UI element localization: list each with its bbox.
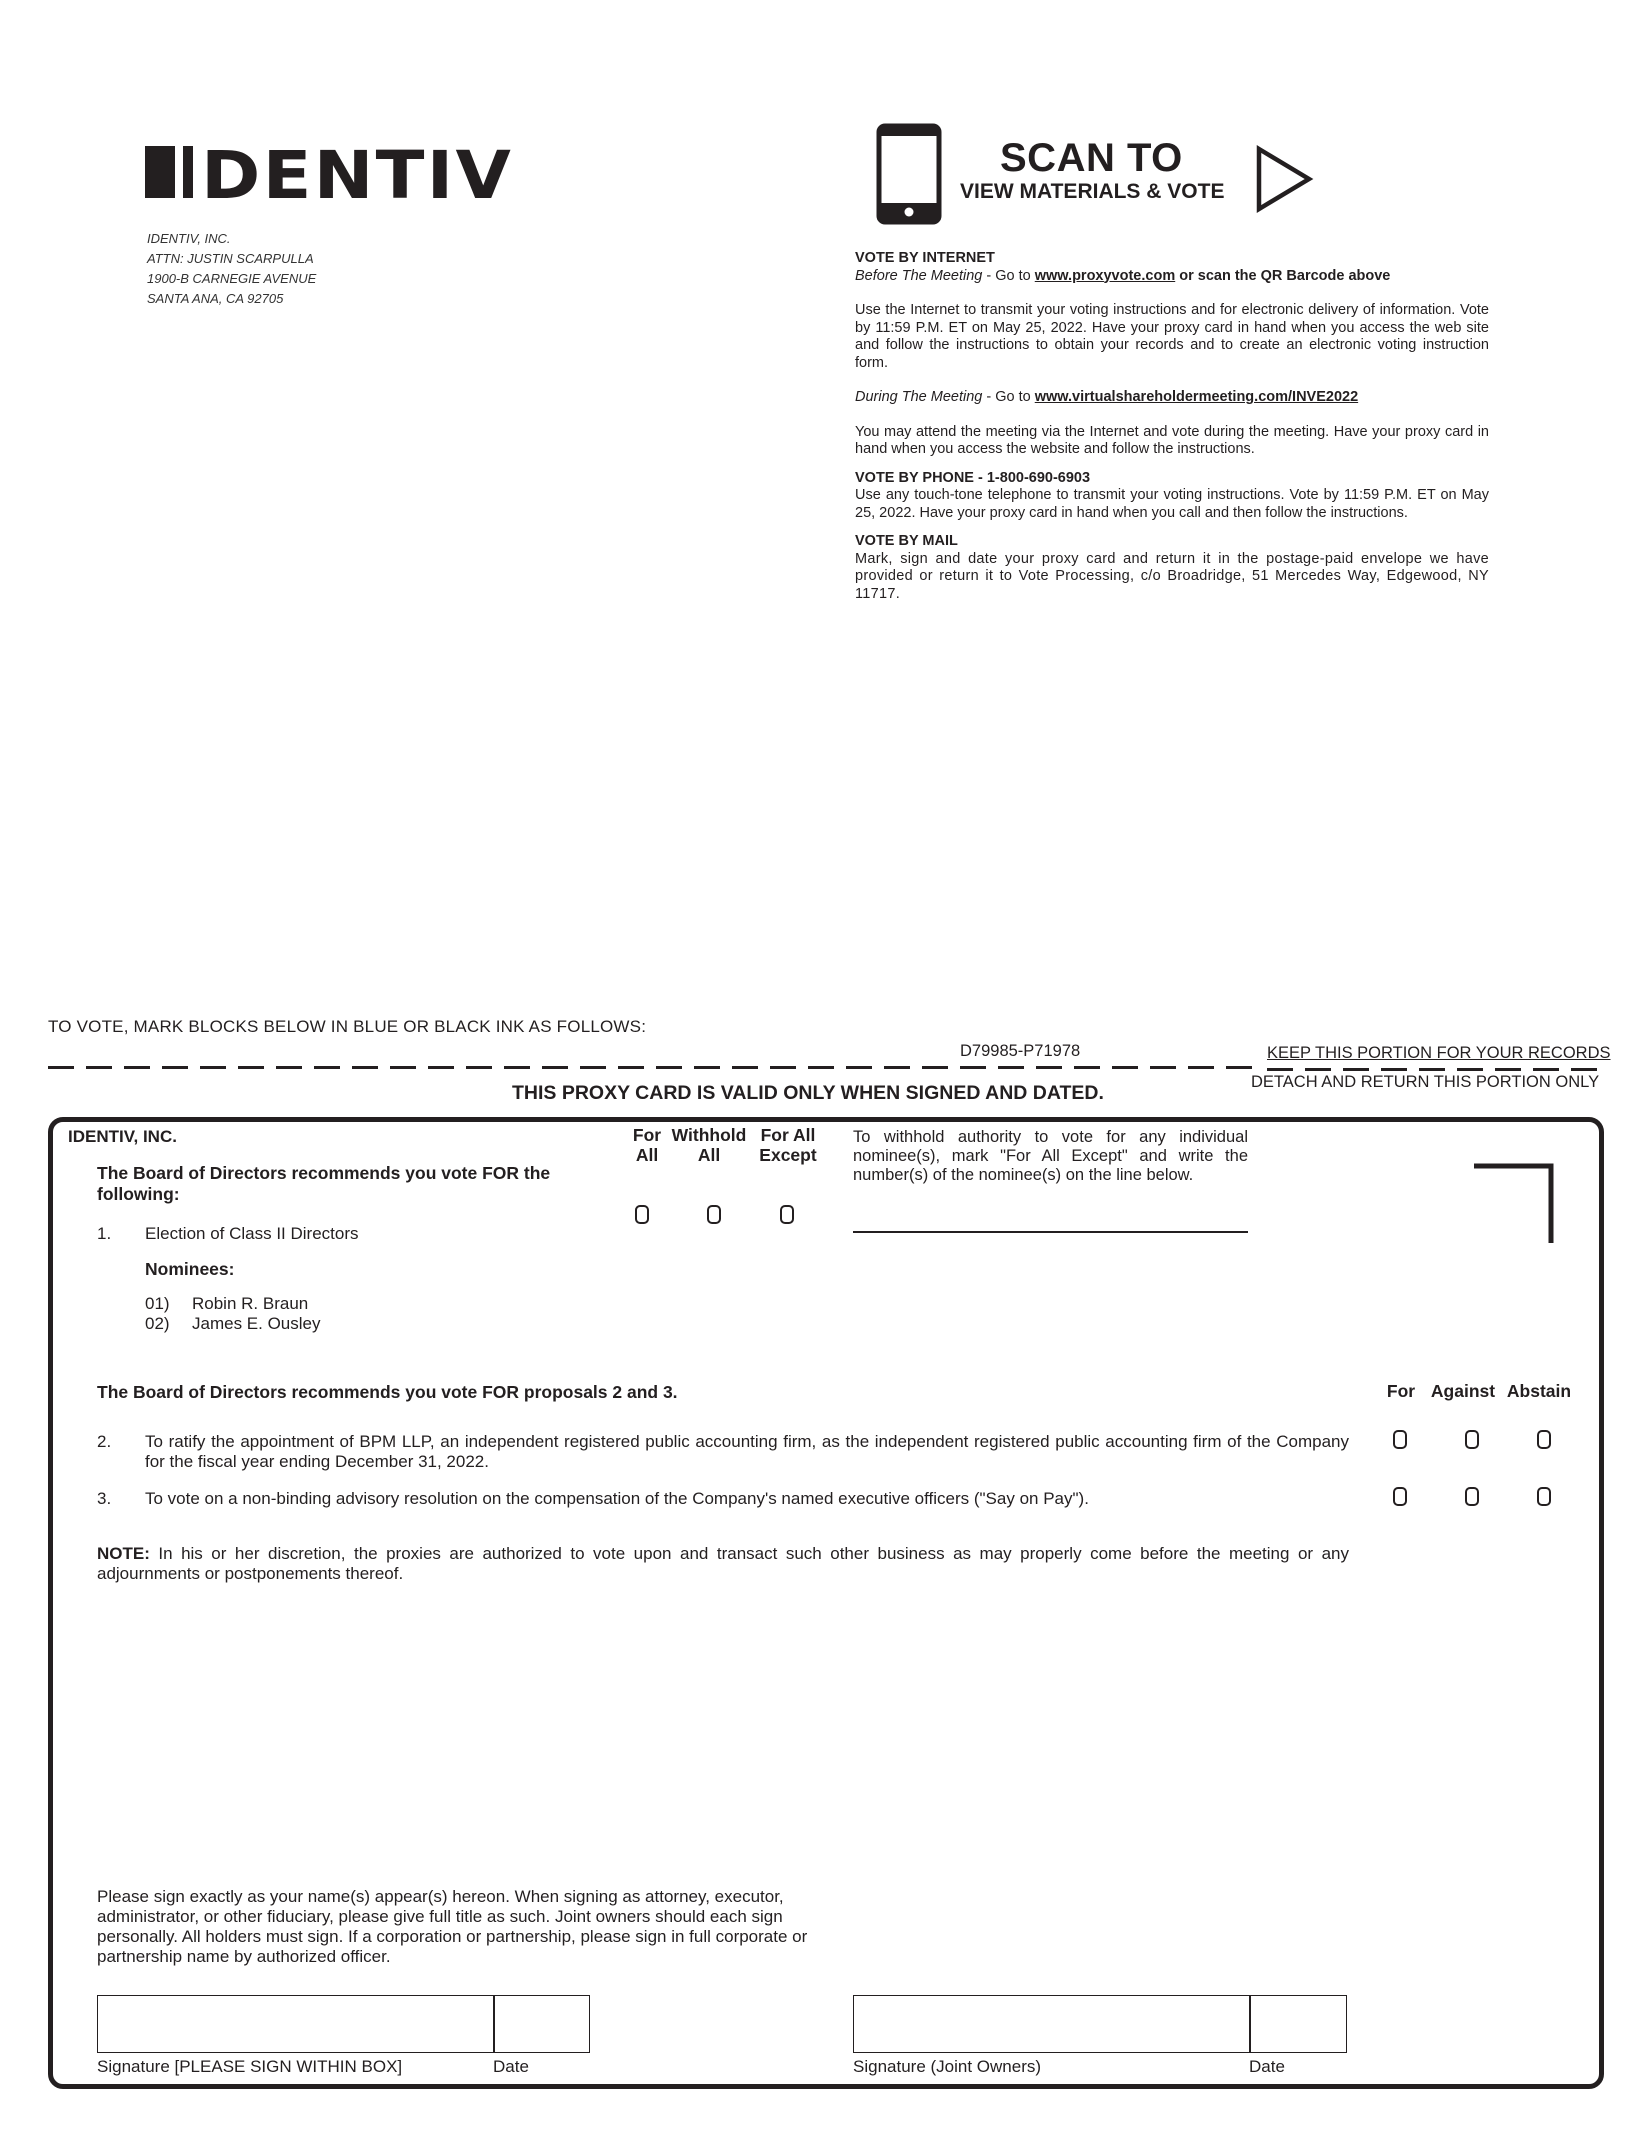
- vote-internet-during-body: You may attend the meeting via the Internet and vote during the meeting. Have your proxy card in hand when you access the website and follow the instructions.: [855, 423, 1489, 457]
- nominees-label: Nominees:: [145, 1259, 235, 1279]
- address-line: 1900-B CARNEGIE AVENUE: [147, 271, 317, 286]
- nominee-name: James E. Ousley: [192, 1314, 321, 1333]
- play-arrow-icon: [1255, 145, 1315, 213]
- checkbox-proposal3-against[interactable]: [1465, 1487, 1479, 1506]
- date-label: Date: [493, 2057, 529, 2076]
- withhold-instructions: To withhold authority to vote for any individual nominee(s), mark "For All Except" and write the number(s) of the nominee(s) on the line below.: [853, 1128, 1248, 1184]
- nominee-number: 01): [145, 1294, 170, 1313]
- col-head-withhold-all: [667, 1126, 751, 1165]
- during-meeting-label: During The Meeting: [855, 389, 983, 405]
- col-head-abstain: Abstain: [1506, 1381, 1572, 1401]
- item-number: 1.: [97, 1224, 112, 1243]
- checkbox-proposal3-abstain[interactable]: [1537, 1487, 1551, 1506]
- col-head-for: For: [1386, 1381, 1416, 1401]
- nominee-number: 02): [145, 1314, 170, 1333]
- voting-instructions: [855, 250, 1489, 603]
- col-head-line: For All: [760, 1125, 816, 1145]
- joint-date-label: Date: [1249, 2057, 1285, 2076]
- col-head-for-all-except: [750, 1126, 826, 1165]
- signature-box[interactable]: [97, 1995, 495, 2053]
- address-line: SANTA ANA, CA 92705: [147, 291, 284, 306]
- nominee-exception-line[interactable]: [853, 1231, 1248, 1233]
- checkbox-for-all[interactable]: [635, 1205, 649, 1224]
- col-head-line: Withhold: [671, 1125, 747, 1145]
- vote-phone-heading: VOTE BY PHONE - 1-800-690-6903: [855, 469, 1091, 486]
- note-label: NOTE:: [97, 1544, 150, 1563]
- col-head-against: Against: [1430, 1381, 1496, 1401]
- document-id: D79985-P71978: [960, 1042, 1081, 1060]
- col-head-line: All: [635, 1144, 659, 1165]
- checkbox-proposal2-abstain[interactable]: [1537, 1430, 1551, 1449]
- proposal-number: 2.: [97, 1432, 112, 1451]
- vote-internet-heading: VOTE BY INTERNET: [855, 250, 995, 266]
- ink-instruction: TO VOTE, MARK BLOCKS BELOW IN BLUE OR BLACK INK AS FOLLOWS:: [48, 1017, 647, 1036]
- board-recommendation-directors: The Board of Directors recommends you vote FOR the following:: [97, 1163, 551, 1204]
- joint-signature-box[interactable]: [853, 1995, 1251, 2053]
- valid-notice: THIS PROXY CARD IS VALID ONLY WHEN SIGNED AND DATED.: [512, 1082, 1104, 1104]
- virtual-meeting-link[interactable]: www.virtualshareholdermeeting.com/INVE2022: [1034, 389, 1359, 405]
- proposal-number: 3.: [97, 1489, 112, 1508]
- col-head-line: For: [632, 1125, 662, 1145]
- before-meeting-label: Before The Meeting: [855, 267, 983, 284]
- signature-label: Signature [PLEASE SIGN WITHIN BOX]: [97, 2057, 403, 2076]
- vote-internet-body: Use the Internet to transmit your voting instructions and for electronic delivery of information. Vote by 11:59 P.M. ET on May 25, 2022. Have your proxy card in hand when you access the web site and follow the instructions to obtain your records and to create an electronic voting instruction form.: [855, 302, 1489, 371]
- note-text: In his or her discretion, the proxies are authorized to vote upon and transact such other business as may properly come before the meeting or any adjournments or postponements thereof.: [97, 1544, 1349, 1583]
- vote-mail-heading: VOTE BY MAIL: [855, 533, 958, 549]
- col-head-line: All: [697, 1144, 721, 1165]
- col-head-for-all: [622, 1126, 672, 1165]
- vote-internet-during: [855, 389, 1489, 407]
- address-line: ATTN: JUSTIN SCARPULLA: [147, 251, 314, 266]
- scan-subtitle: VIEW MATERIALS & VOTE: [960, 180, 1225, 203]
- date-box[interactable]: [493, 1995, 590, 2053]
- proposal-text: To ratify the appointment of BPM LLP, an independent registered public accounting firm, as the independent registered public accounting firm of the Company for the fiscal year ending December 31, 2022.: [145, 1432, 1349, 1471]
- return-address: [147, 229, 316, 309]
- nominee-name: Robin R. Braun: [192, 1294, 309, 1313]
- joint-date-box[interactable]: [1249, 1995, 1347, 2053]
- col-head-line: Except: [759, 1144, 817, 1165]
- signing-instructions: Please sign exactly as your name(s) appear(s) hereon. When signing as attorney, executor, administrator, or other fiduciary, please give full title as such. Joint owners should each sign personally. All holders must sign. If a corporation or partnership, please sign in full corporate or partnership name by authorized officer.: [97, 1887, 808, 1966]
- checkbox-for-all-except[interactable]: [780, 1205, 794, 1224]
- proxyvote-link[interactable]: www.proxyvote.com: [1034, 267, 1176, 284]
- qr-text: or scan the QR Barcode above: [1175, 267, 1391, 284]
- joint-signature-label: Signature (Joint Owners): [853, 2057, 1042, 2076]
- vote-phone-body: Use any touch-tone telephone to transmit your voting instructions. Vote by 11:59 P.M. ET on May 25, 2022. Have your proxy card in hand when you call and then follow the instructions.: [855, 487, 1489, 521]
- keep-dashed-line: [1267, 1068, 1602, 1071]
- identiv-logo: [145, 143, 515, 201]
- svg-text:DENTIV: DENTIV: [201, 143, 513, 201]
- corner-registration-mark: [1474, 1163, 1554, 1243]
- checkbox-proposal3-for[interactable]: [1393, 1487, 1407, 1506]
- proposal-text: To vote on a non-binding advisory resolution on the compensation of the Company's named executive officers ("Say on Pay").: [145, 1489, 1089, 1508]
- vote-internet-before: [855, 268, 1489, 286]
- proxy-note: [97, 1544, 1349, 1584]
- board-recommendation-proposals: The Board of Directors recommends you vote FOR proposals 2 and 3.: [97, 1382, 678, 1402]
- item-election-text: Election of Class II Directors: [145, 1224, 359, 1243]
- checkbox-proposal2-for[interactable]: [1393, 1430, 1407, 1449]
- goto-text: - Go to: [982, 389, 1035, 405]
- phone-icon: [876, 123, 942, 225]
- card-company-name: IDENTIV, INC.: [68, 1127, 177, 1146]
- keep-portion-text: KEEP THIS PORTION FOR YOUR RECORDS: [1267, 1044, 1611, 1062]
- goto-text: - Go to: [982, 267, 1035, 284]
- scan-title: SCAN TO: [1000, 136, 1183, 180]
- vote-mail-body: Mark, sign and date your proxy card and return it in the postage-paid envelope we have provided or return it to Vote Processing, c/o Broadridge, 51 Mercedes Way, Edgewood, NY 11717.: [855, 550, 1489, 602]
- detach-dashed-line: [48, 1066, 1258, 1069]
- checkbox-withhold-all[interactable]: [707, 1205, 721, 1224]
- address-line: IDENTIV, INC.: [147, 231, 231, 246]
- checkbox-proposal2-against[interactable]: [1465, 1430, 1479, 1449]
- detach-return-text: DETACH AND RETURN THIS PORTION ONLY: [1251, 1073, 1600, 1091]
